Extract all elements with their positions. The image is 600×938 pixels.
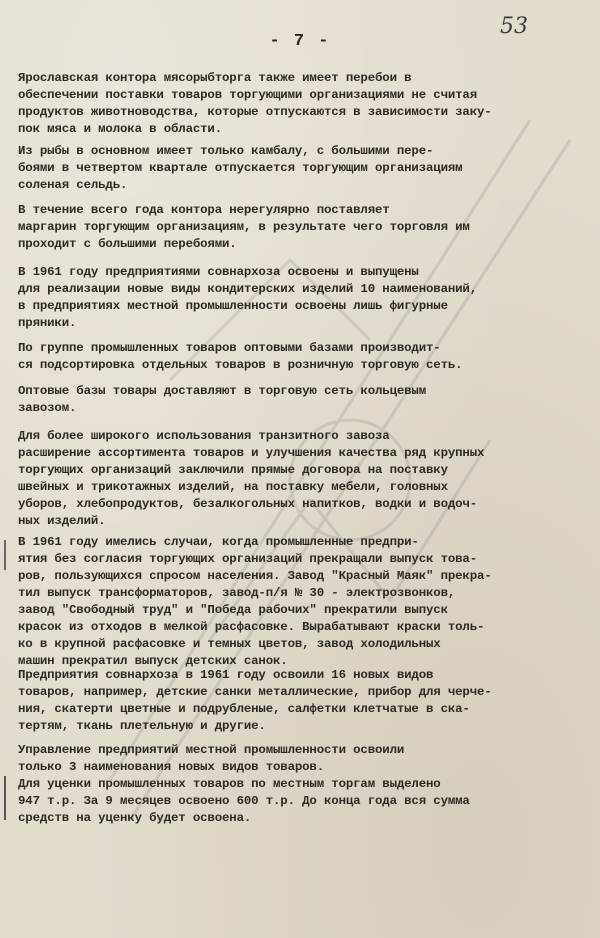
paragraph — [18, 264, 588, 332]
text-line: ятия без согласия торгующих организаций прекращали выпуск това- — [18, 552, 477, 566]
paragraph — [18, 742, 588, 776]
text-line: швейных и трикотажных изделий, на поставку мебели, головных — [18, 480, 448, 494]
page-number: - 7 - — [269, 32, 331, 51]
text-line: машин прекратил выпуск детских санок. — [18, 654, 288, 668]
text-line: ко в крупной расфасовке и темных цветов, завод холодильных — [18, 637, 441, 651]
text-line: боями в четвертом квартале отпускается торгующим организациям — [18, 161, 463, 175]
text-line: Предприятия совнархоза в 1961 году освоили 16 новых видов — [18, 668, 434, 682]
paragraph — [18, 667, 588, 735]
margin-bracket — [4, 776, 6, 820]
text-line: обеспечении поставки товаров торгующими организациями не считая — [18, 88, 477, 102]
text-line: Управление предприятий местной промышленности освоили — [18, 743, 405, 757]
paragraph — [18, 202, 588, 253]
text-line: Для более широкого использования транзитного завоза — [18, 429, 390, 443]
text-line: ров, пользующихся спросом населения. Завод "Красный Маяк" прекра- — [18, 569, 492, 583]
text-line: пряники. — [18, 316, 77, 330]
text-line: товаров, например, детские санки металлические, прибор для черче- — [18, 685, 492, 699]
folio-number: 53 — [500, 14, 528, 39]
text-line: тертям, ткань плетельную и другие. — [18, 719, 266, 733]
text-line: пок мяса и молока в области. — [18, 122, 222, 136]
text-line: маргарин торгующим организациям, в результате чего торговля им — [18, 220, 470, 234]
text-line: только 3 наименования новых видов товаров. — [18, 760, 324, 774]
text-line: красок из отходов в мелкой расфасовке. Вырабатывают краски толь- — [18, 620, 485, 634]
paragraph — [18, 340, 588, 374]
paragraph — [18, 383, 588, 417]
text-line: ния, скатерти цветные и подрубленые, салфетки клетчатые в ска- — [18, 702, 470, 716]
text-line: в предприятиях местной промышленности освоены лишь фигурные — [18, 299, 448, 313]
paragraph — [18, 70, 588, 138]
text-line: торгующих организаций заключили прямые договора на поставку — [18, 463, 448, 477]
margin-bracket — [4, 540, 6, 570]
text-line: В течение всего года контора нерегулярно поставляет — [18, 203, 390, 217]
text-line: для реализации новые виды кондитерских изделий 10 наименований, — [18, 282, 477, 296]
text-line: ных изделий. — [18, 514, 106, 528]
text-line: соленая сельдь. — [18, 178, 128, 192]
text-line: расширение ассортимента товаров и улучшения качества ряд крупных — [18, 446, 485, 460]
text-line: В 1961 году имелись случаи, когда промышленные предпри- — [18, 535, 419, 549]
text-line: В 1961 году предприятиями совнархоза освоены и выпущены — [18, 265, 419, 279]
text-line: Ярославская контора мясорыбторга также имеет перебои в — [18, 71, 412, 85]
text-line: Оптовые базы товары доставляют в торговую сеть кольцевым — [18, 384, 426, 398]
text-line: Из рыбы в основном имеет только камбалу, с большими пере- — [18, 144, 434, 158]
text-line: тил выпуск трансформаторов, завод-п/я № 30 - электрозвонков, — [18, 586, 456, 600]
paragraph — [18, 143, 588, 194]
text-line: проходит с большими перебоями. — [18, 237, 237, 251]
text-line: По группе промышленных товаров оптовыми базами производит- — [18, 341, 441, 355]
text-line: уборов, хлебопродуктов, безалкогольных напитков, водки и водоч- — [18, 497, 477, 511]
paragraph — [18, 428, 588, 530]
text-line: завозом. — [18, 401, 77, 415]
text-line: 947 т.р. За 9 месяцев освоено 600 т.р. До конца года вся сумма — [18, 794, 470, 808]
paragraph — [18, 534, 588, 670]
text-line: Для уценки промышленных товаров по местным торгам выделено — [18, 777, 441, 791]
text-line: средств на уценку будет освоена. — [18, 811, 252, 825]
text-line: продуктов животноводства, которые отпускаются в зависимости заку- — [18, 105, 492, 119]
text-line: завод "Свободный труд" и "Победа рабочих" прекратили выпуск — [18, 603, 448, 617]
text-line: ся подсортировка отдельных товаров в розничную торговую сеть. — [18, 358, 463, 372]
paragraph — [18, 776, 588, 827]
